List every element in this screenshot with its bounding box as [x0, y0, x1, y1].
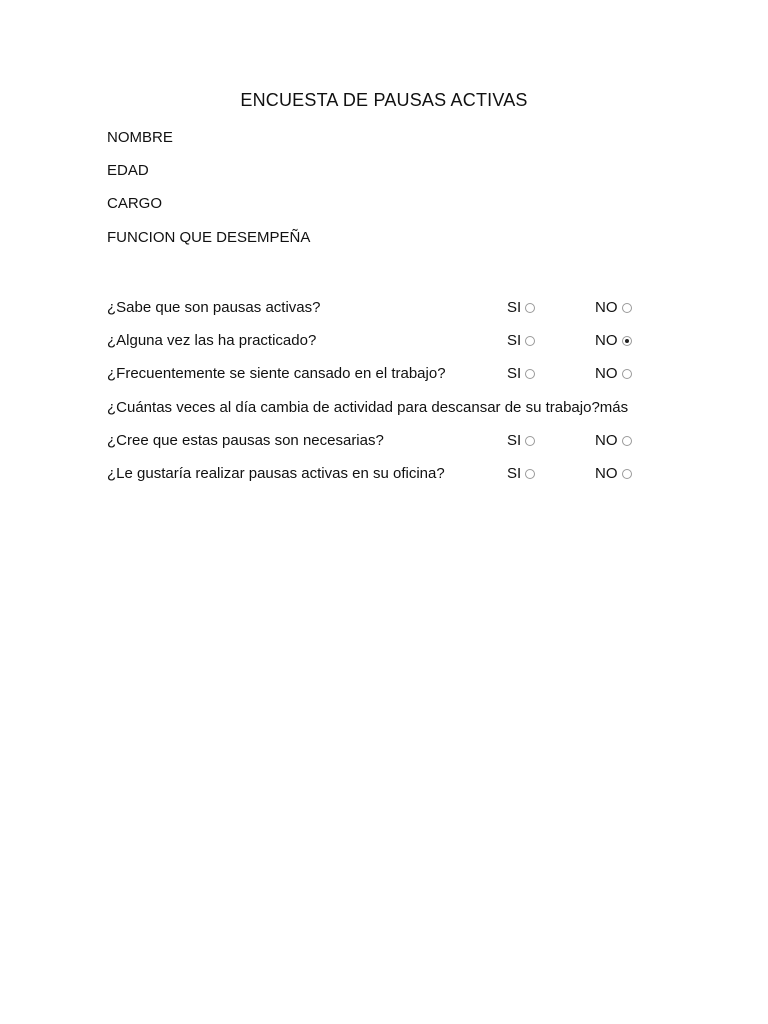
position-field-label: CARGO	[107, 195, 163, 212]
question-text: ¿Alguna vez las ha practicado?	[107, 332, 317, 349]
survey-title: ENCUESTA DE PAUSAS ACTIVAS	[240, 90, 528, 110]
question-text: ¿Cuántas veces al día cambia de actividad para descansar de su trabajo?más	[107, 399, 629, 416]
radio-si[interactable]	[525, 369, 535, 379]
answer-si-label: SI	[507, 299, 522, 316]
answer-no-label: NO	[595, 299, 618, 316]
radio-si[interactable]	[525, 336, 535, 346]
question-text: ¿Le gustaría realizar pausas activas en su oficina?	[107, 465, 445, 482]
answer-si-option[interactable]	[507, 465, 535, 482]
question-row	[107, 299, 647, 321]
radio-no[interactable]	[622, 469, 632, 479]
radio-no[interactable]	[622, 436, 632, 446]
answer-no-label: NO	[595, 465, 618, 482]
age-field-label: EDAD	[107, 162, 149, 179]
answer-no-label: NO	[595, 432, 618, 449]
name-field-label: NOMBRE	[107, 129, 173, 146]
answer-si-option[interactable]	[507, 299, 535, 316]
question-row	[107, 365, 647, 387]
radio-no[interactable]	[622, 303, 632, 313]
function-field-label: FUNCION QUE DESEMPEÑA	[107, 229, 311, 246]
radio-no[interactable]	[622, 369, 632, 379]
radio-no[interactable]	[622, 336, 632, 346]
answer-si-option[interactable]	[507, 432, 535, 449]
question-text: ¿Cree que estas pausas son necesarias?	[107, 432, 384, 449]
answer-no-option[interactable]	[595, 465, 632, 482]
question-text: ¿Frecuentemente se siente cansado en el trabajo?	[107, 365, 446, 382]
question-row	[107, 465, 647, 487]
answer-si-label: SI	[507, 365, 522, 382]
answer-no-option[interactable]	[595, 299, 632, 316]
question-row	[107, 332, 647, 354]
question-text: ¿Sabe que son pausas activas?	[107, 299, 321, 316]
radio-si[interactable]	[525, 436, 535, 446]
answer-no-label: NO	[595, 365, 618, 382]
question-row	[107, 432, 647, 454]
answer-si-label: SI	[507, 432, 522, 449]
answer-si-label: SI	[507, 465, 522, 482]
answer-no-option[interactable]	[595, 365, 632, 382]
answer-no-option[interactable]	[595, 332, 632, 349]
answer-si-label: SI	[507, 332, 522, 349]
radio-si[interactable]	[525, 469, 535, 479]
radio-si[interactable]	[525, 303, 535, 313]
answer-si-option[interactable]	[507, 365, 535, 382]
answer-si-option[interactable]	[507, 332, 535, 349]
answer-no-option[interactable]	[595, 432, 632, 449]
question-row	[107, 399, 647, 421]
answer-no-label: NO	[595, 332, 618, 349]
